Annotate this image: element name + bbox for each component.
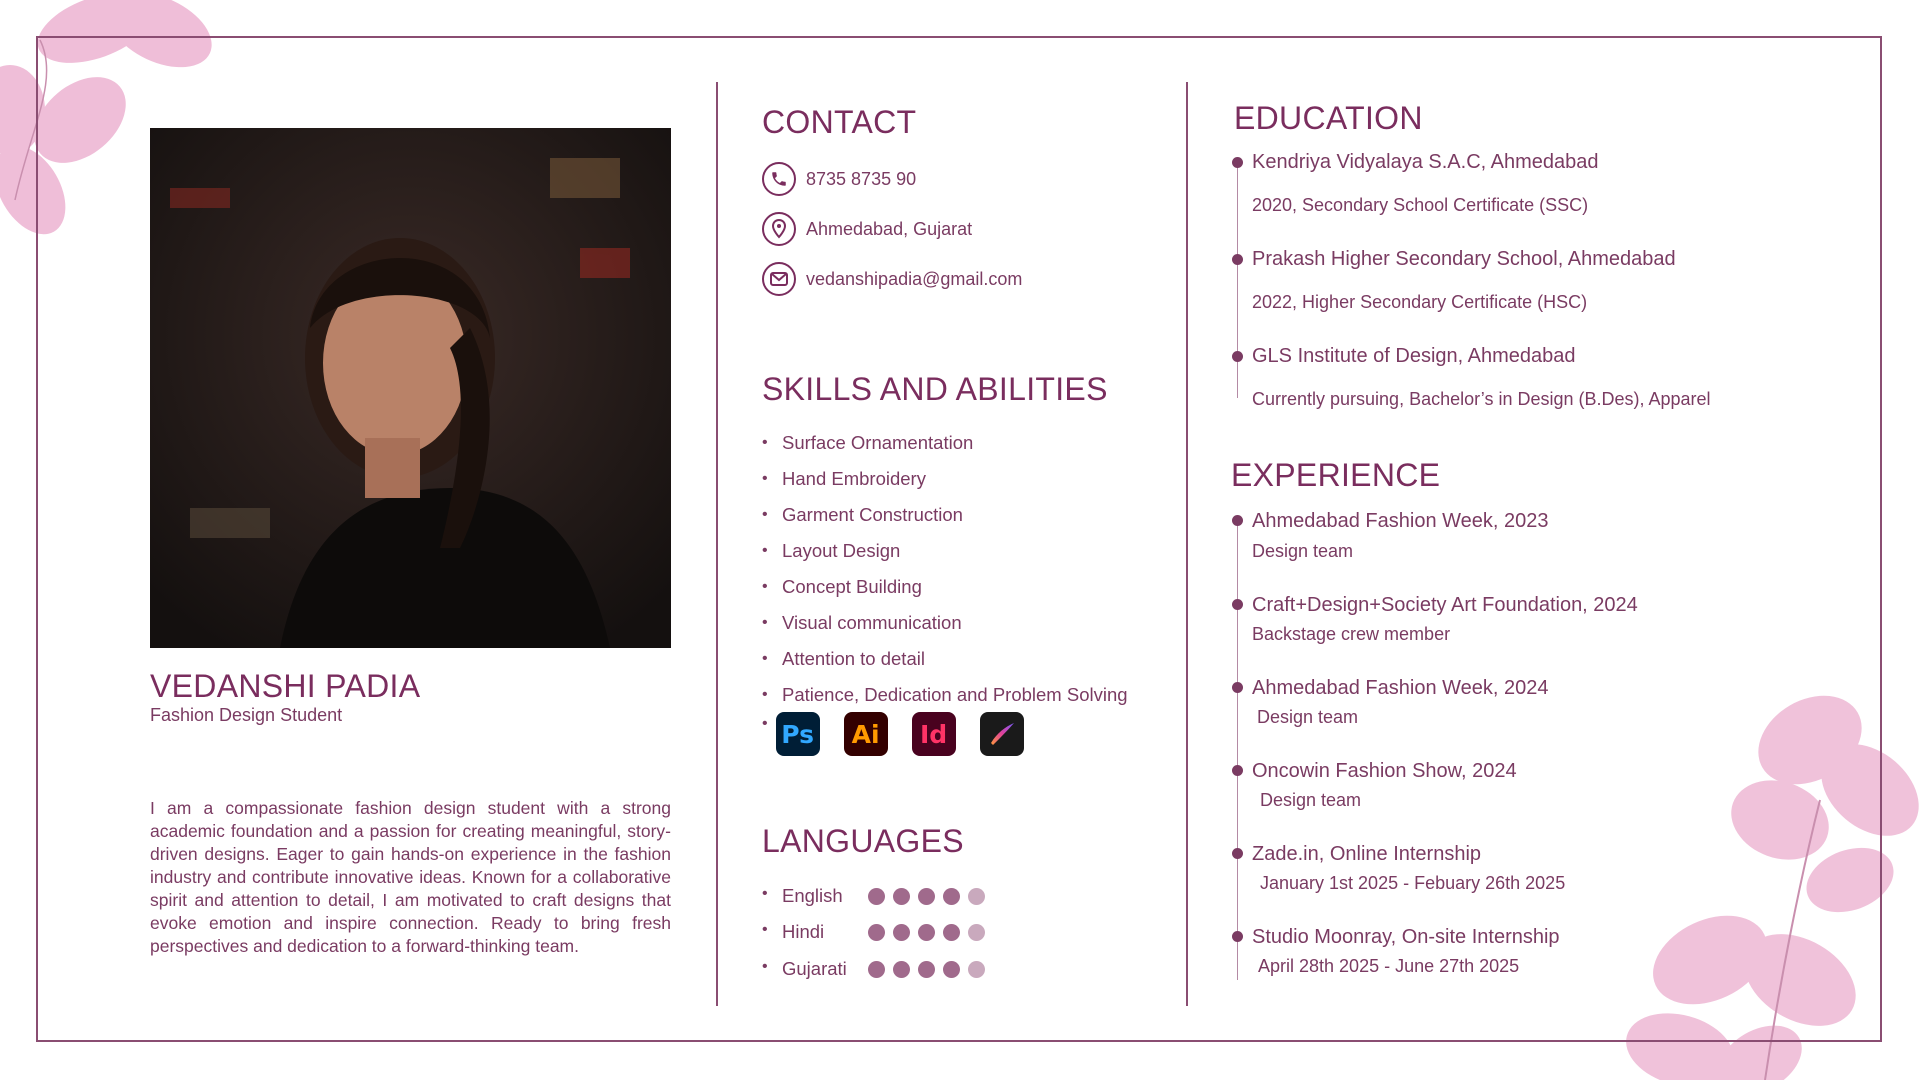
list-item: • Surface Ornamentation [762, 431, 1128, 467]
experience-role: January 1st 2025 - Febuary 26th 2025 [1260, 873, 1566, 893]
bio-paragraph: I am a compassionate fashion design student with a strong academic foundation and a passion for creating meaningful, story-driven designs. Eager to gain hands-on experience in the fashion industry and contribute innovative ideas. Known for a collaborative spirit and attention to detail, I am motivated to craft designs that evoke emotion and inspire connection. Ready to bring fresh perspectives and dedication to a forward-thinking team. [150, 798, 671, 956]
proficiency-dot-filled [943, 961, 960, 978]
timeline-dot [1232, 515, 1243, 526]
timeline-dot [1232, 351, 1243, 362]
procreate-icon [980, 712, 1024, 756]
proficiency-dots [868, 924, 993, 941]
language-name: • English [762, 885, 868, 907]
candidate-title: Fashion Design Student [150, 705, 343, 725]
column-divider-right [1186, 82, 1188, 1006]
proficiency-dot-filled [868, 961, 885, 978]
timeline-dot [1232, 765, 1243, 776]
indesign-icon: Id [912, 712, 956, 756]
illustrator-icon: Ai [844, 712, 888, 756]
proficiency-dot-filled [893, 888, 910, 905]
language-row-english [762, 885, 993, 907]
language-row-hindi [762, 921, 993, 943]
contact-phone [762, 162, 916, 196]
languages-heading: LANGUAGES [762, 823, 964, 859]
skills-list [762, 431, 1128, 719]
experience-role: April 28th 2025 - June 27th 2025 [1258, 956, 1520, 976]
education-timeline-line [1237, 162, 1238, 398]
location-pin-icon [762, 212, 796, 246]
tools-bullet: • [762, 715, 768, 732]
experience-title: Zade.in, Online Internship [1252, 843, 1482, 865]
proficiency-dot-filled [943, 888, 960, 905]
profile-photo [150, 128, 671, 648]
timeline-dot [1232, 848, 1243, 859]
list-item: • Patience, Dedication and Problem Solving [762, 683, 1128, 719]
timeline-dot [1232, 931, 1243, 942]
proficiency-dot-filled [893, 961, 910, 978]
list-item: • Hand Embroidery [762, 467, 1128, 503]
proficiency-dots [868, 888, 993, 905]
education-detail: 2020, Secondary School Certificate (SSC) [1252, 195, 1589, 215]
timeline-dot [1232, 254, 1243, 265]
education-school: Prakash Higher Secondary School, Ahmedabad [1252, 248, 1676, 270]
education-school: GLS Institute of Design, Ahmedabad [1252, 345, 1576, 367]
proficiency-dot-filled [918, 924, 935, 941]
education-heading: EDUCATION [1234, 100, 1423, 136]
experience-title: Craft+Design+Society Art Foundation, 2024 [1252, 594, 1638, 616]
education-detail: Currently pursuing, Bachelor’s in Design (B.Des), Apparel [1252, 389, 1711, 409]
timeline-dot [1232, 599, 1243, 610]
experience-role: Design team [1252, 541, 1354, 561]
experience-heading: EXPERIENCE [1231, 457, 1441, 493]
experience-timeline-line [1237, 520, 1238, 980]
list-item: • Layout Design [762, 539, 1128, 575]
proficiency-dot-empty [968, 961, 985, 978]
proficiency-dot-empty [968, 924, 985, 941]
phone-icon [762, 162, 796, 196]
location-text: Ahmedabad, Gujarat [806, 218, 973, 239]
skills-heading: SKILLS AND ABILITIES [762, 371, 1108, 407]
timeline-dot [1232, 682, 1243, 693]
experience-title: Studio Moonray, On-site Internship [1252, 926, 1560, 948]
list-item: • Concept Building [762, 575, 1128, 611]
proficiency-dot-filled [918, 888, 935, 905]
language-name: • Hindi [762, 921, 868, 943]
list-item: • Visual communication [762, 611, 1128, 647]
experience-role: Design team [1260, 790, 1362, 810]
column-divider-left [716, 82, 718, 1006]
experience-title: Ahmedabad Fashion Week, 2023 [1252, 510, 1549, 532]
phone-number[interactable]: 8735 8735 90 [806, 168, 917, 189]
proficiency-dot-filled [893, 924, 910, 941]
language-row-gujarati [762, 958, 993, 980]
email-address[interactable]: vedanshipadia@gmail.com [806, 268, 1023, 289]
contact-location [762, 212, 972, 246]
education-detail: 2022, Higher Secondary Certificate (HSC) [1252, 292, 1588, 312]
timeline-dot [1232, 157, 1243, 168]
experience-role: Design team [1257, 707, 1359, 727]
proficiency-dot-filled [943, 924, 960, 941]
email-icon [762, 262, 796, 296]
proficiency-dots [868, 961, 993, 978]
contact-email [762, 262, 1022, 296]
experience-role: Backstage crew member [1252, 624, 1451, 644]
experience-title: Oncowin Fashion Show, 2024 [1252, 760, 1517, 782]
proficiency-dot-filled [918, 961, 935, 978]
list-item: • Garment Construction [762, 503, 1128, 539]
candidate-name: VEDANSHI PADIA [150, 668, 421, 704]
proficiency-dot-empty [968, 888, 985, 905]
experience-title: Ahmedabad Fashion Week, 2024 [1252, 677, 1549, 699]
photoshop-icon: Ps [776, 712, 820, 756]
language-name: • Gujarati [762, 958, 868, 980]
proficiency-dot-filled [868, 924, 885, 941]
contact-heading: CONTACT [762, 104, 917, 140]
education-school: Kendriya Vidyalaya S.A.C, Ahmedabad [1252, 151, 1599, 173]
software-tools [762, 712, 1048, 756]
list-item: • Attention to detail [762, 647, 1128, 683]
proficiency-dot-filled [868, 888, 885, 905]
